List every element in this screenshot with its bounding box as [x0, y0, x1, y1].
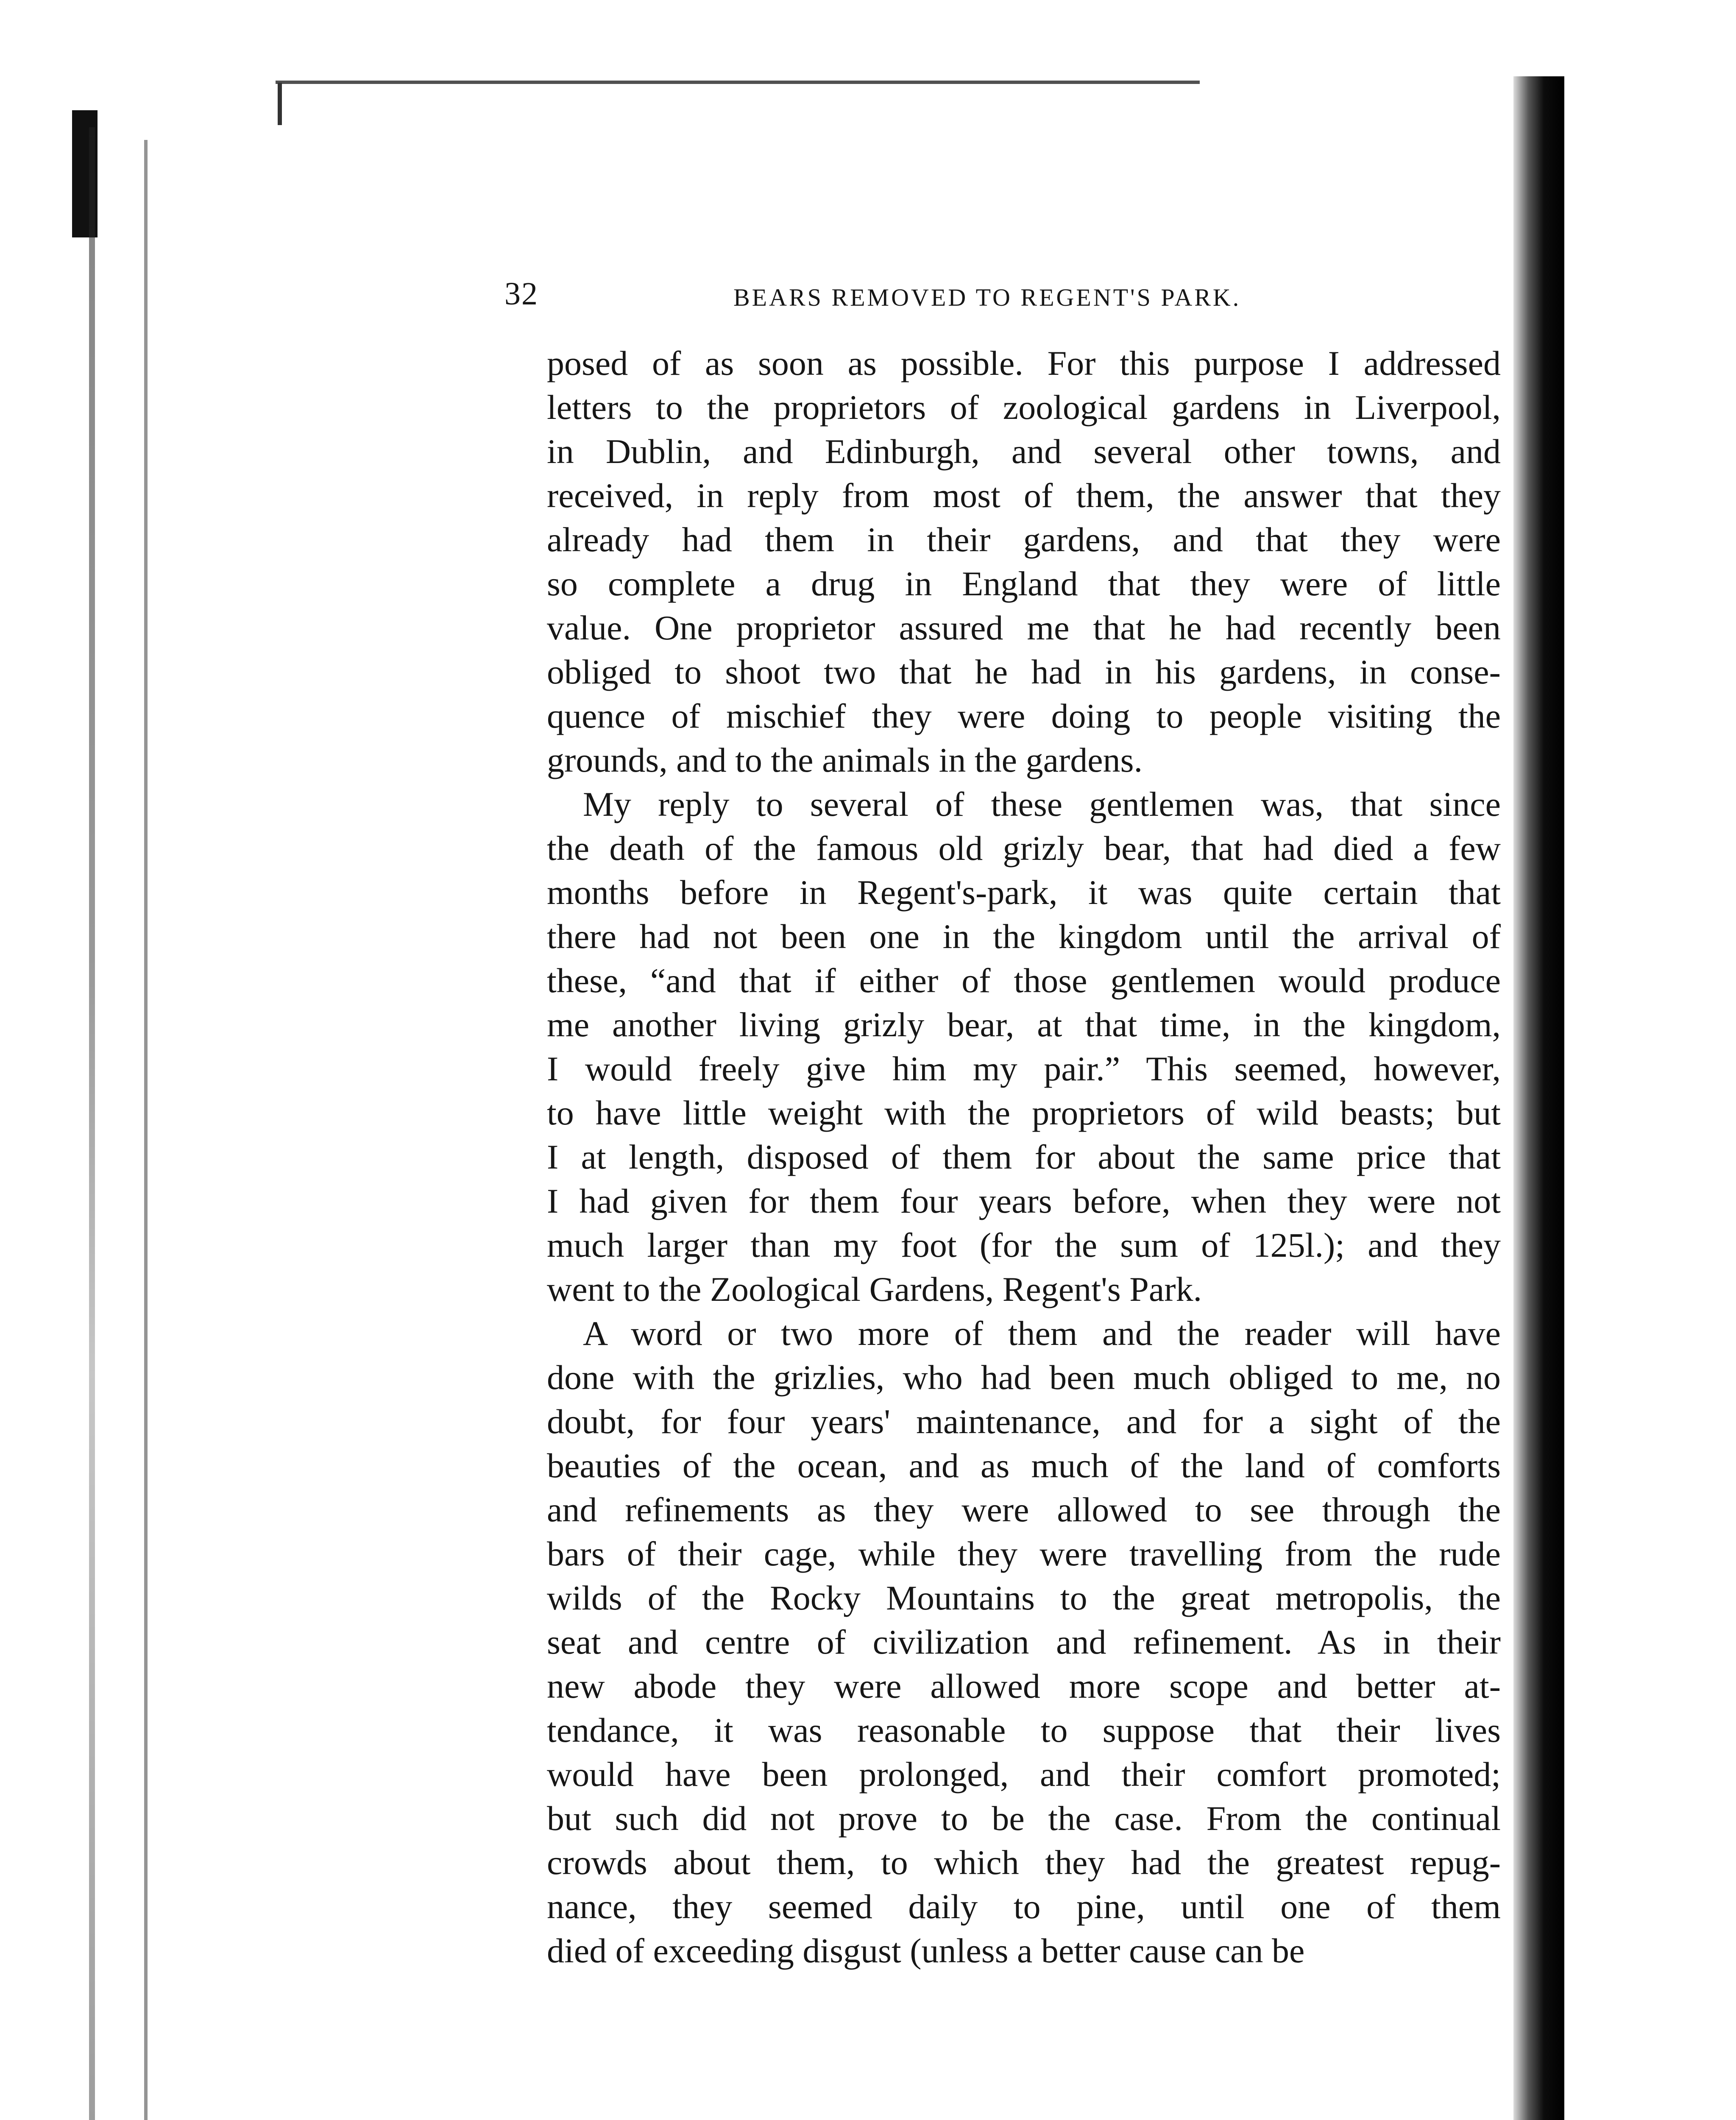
text-line: so complete a drug in England that they were of little — [547, 564, 1501, 603]
page-number: 32 — [504, 276, 538, 312]
text-line: me another living grizly bear, at that time, in the kingdom, — [547, 1005, 1501, 1044]
text-line: quence of mischief they were doing to people visiting the — [547, 697, 1501, 735]
paragraph — [547, 341, 1501, 782]
text-line: grounds, and to the animals in the gardens. — [547, 741, 1143, 779]
text-line: and refinements as they were allowed to see through the — [547, 1490, 1501, 1529]
text-body — [547, 341, 1501, 1973]
text-line: crowds about them, to which they had the greatest repug- — [547, 1843, 1501, 1882]
scan-top-rule-tick — [278, 83, 282, 125]
text-line: letters to the proprietors of zoological gardens in Liverpool, — [547, 388, 1501, 427]
text-line: months before in Regent's-park, it was quite certain that — [547, 873, 1501, 912]
text-line: value. One proprietor assured me that he had recently been — [547, 608, 1501, 647]
scan-top-rule — [276, 81, 1200, 84]
text-line: doubt, for four years' maintenance, and for a sight of the — [547, 1402, 1501, 1441]
paragraph — [547, 1311, 1501, 1973]
text-line: obliged to shoot two that he had in his gardens, in conse- — [547, 653, 1501, 691]
text-line: already had them in their gardens, and that they were — [547, 520, 1501, 559]
text-line: received, in reply from most of them, the answer that they — [547, 476, 1501, 515]
text-line: posed of as soon as possible. For this purpose I addressed — [547, 344, 1501, 382]
text-line: went to the Zoological Gardens, Regent's Park. — [547, 1270, 1202, 1308]
text-line: wilds of the Rocky Mountains to the great metropolis, the — [547, 1579, 1501, 1617]
text-line: there had not been one in the kingdom until the arrival of — [547, 917, 1501, 956]
text-line: the death of the famous old grizly bear, that had died a few — [547, 829, 1501, 868]
text-line: to have little weight with the proprietors of wild beasts; but — [547, 1093, 1501, 1132]
text-line: died of exceeding disgust (unless a better cause can be — [547, 1931, 1305, 1970]
text-line: these, “and that if either of those gentlemen would produce — [547, 961, 1501, 1000]
text-line: My reply to several of these gentlemen was, that since — [583, 785, 1501, 823]
text-line: beauties of the ocean, and as much of the land of comforts — [547, 1446, 1501, 1485]
text-line: tendance, it was reasonable to suppose that their lives — [547, 1711, 1501, 1749]
scan-margin-line-left — [144, 140, 148, 2120]
text-line: but such did not prove to be the case. From the continual — [547, 1799, 1501, 1838]
paragraph — [547, 782, 1501, 1311]
text-line: I would freely give him my pair.” This seemed, however, — [547, 1049, 1501, 1088]
text-line: new abode they were allowed more scope and better at- — [547, 1667, 1501, 1705]
scan-edge-shadow-left-strip — [89, 127, 95, 2120]
text-line: done with the grizlies, who had been much obliged to me, no — [547, 1358, 1501, 1397]
text-line: I had given for them four years before, when they were not — [547, 1182, 1501, 1220]
text-line: nance, they seemed daily to pine, until one of them — [547, 1887, 1501, 1926]
text-line: seat and centre of civilization and refinement. As in their — [547, 1623, 1501, 1661]
text-line: A word or two more of them and the reader will have — [583, 1314, 1501, 1353]
text-line: would have been prolonged, and their comfort promoted; — [547, 1755, 1501, 1794]
text-line: I at length, disposed of them for about the same price that — [547, 1138, 1501, 1176]
text-line: in Dublin, and Edinburgh, and several other towns, and — [547, 432, 1501, 471]
scan-edge-shadow-right — [1513, 76, 1564, 2120]
text-line: bars of their cage, while they were travelling from the rude — [547, 1534, 1501, 1573]
running-head: BEARS REMOVED TO REGENT'S PARK. — [733, 284, 1241, 311]
text-line: much larger than my foot (for the sum of 125l.); and they — [547, 1226, 1501, 1264]
